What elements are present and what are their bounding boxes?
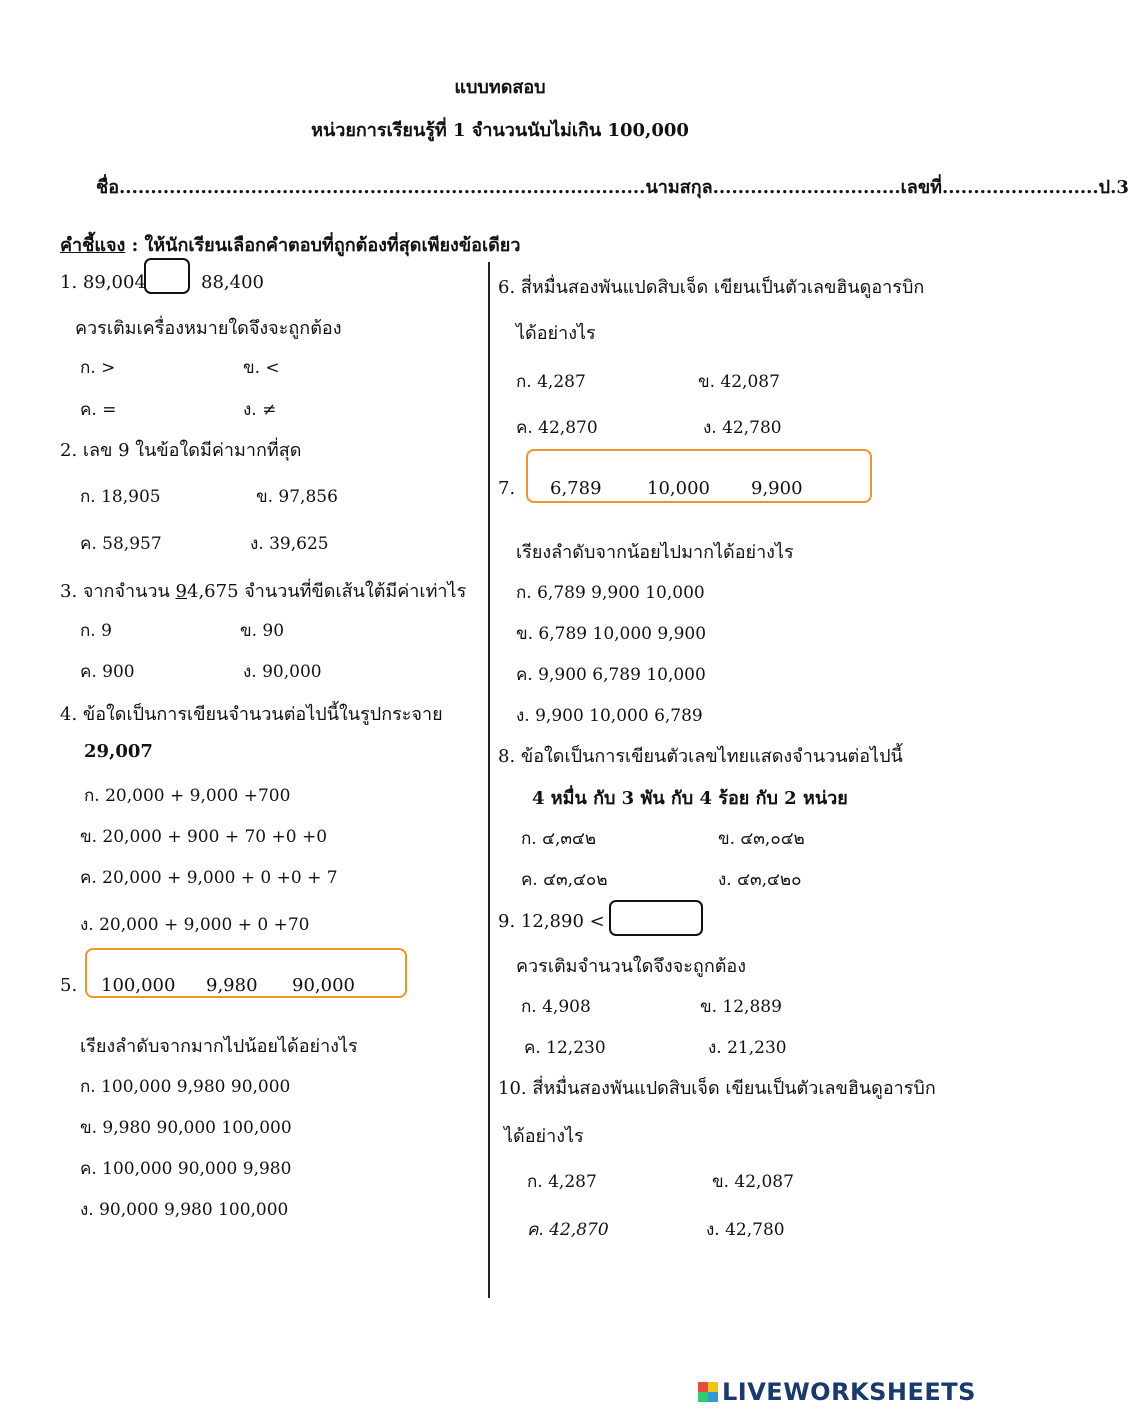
- q7-option-c[interactable]: ค. 9,900 6,789 10,000: [516, 665, 706, 685]
- q5-value-3: 90,000: [292, 975, 355, 996]
- q4-option-c[interactable]: ค. 20,000 + 9,000 + 0 +0 + 7: [80, 868, 338, 888]
- q5-value-2: 9,980: [206, 975, 258, 996]
- q6-text-line1: 6. สี่หมื่นสองพันแปดสิบเจ็ด เขียนเป็นตัวเลขฮินดูอารบิก: [498, 277, 925, 298]
- q7-text: เรียงลำดับจากน้อยไปมากได้อย่างไร: [516, 542, 794, 563]
- q2-text: 2. เลข 9 ในข้อใดมีค่ามากที่สุด: [60, 440, 302, 461]
- q4-option-d[interactable]: ง. 20,000 + 9,000 + 0 +70: [80, 915, 310, 935]
- q2-option-a[interactable]: ก. 18,905: [80, 487, 161, 507]
- q7-option-d[interactable]: ง. 9,900 10,000 6,789: [516, 706, 703, 726]
- q1-answer-box[interactable]: [144, 258, 190, 294]
- surname-blank[interactable]: ..............................: [712, 177, 901, 198]
- q7-option-b[interactable]: ข. 6,789 10,000 9,900: [516, 624, 707, 644]
- q2-option-c[interactable]: ค. 58,957: [80, 534, 162, 554]
- q4-text: 4. ข้อใดเป็นการเขียนจำนวนต่อไปนี้ในรูปกระจาย: [60, 704, 443, 725]
- q5-option-c[interactable]: ค. 100,000 90,000 9,980: [80, 1159, 292, 1179]
- q9-option-a[interactable]: ก. 4,908: [521, 997, 591, 1017]
- instruction-text: : ให้นักเรียนเลือกคำตอบที่ถูกต้องที่สุดเพียงข้อเดียว: [125, 235, 521, 256]
- q10-option-a[interactable]: ก. 4,287: [527, 1172, 597, 1192]
- q10-text-line2: ได้อย่างไร: [504, 1126, 584, 1147]
- q6-option-d[interactable]: ง. 42,780: [703, 418, 782, 438]
- instruction-label: คำชี้แจง: [60, 235, 126, 256]
- instruction: [60, 230, 520, 259]
- q1-option-d[interactable]: ง. ≠: [243, 400, 277, 420]
- q1-number: 1. 89,004: [60, 272, 146, 293]
- q8-option-a[interactable]: ก. ๔,๓๔๒: [521, 829, 597, 849]
- q6-option-c[interactable]: ค. 42,870: [516, 418, 598, 438]
- q8-option-b[interactable]: ข. ๔๓,๐๔๒: [718, 829, 805, 849]
- q3-option-b[interactable]: ข. 90: [240, 621, 285, 641]
- logo-mark-icon: [698, 1382, 718, 1402]
- q6-text-line2: ได้อย่างไร: [516, 323, 596, 344]
- q7-value-2: 10,000: [647, 478, 710, 499]
- q5-option-d[interactable]: ง. 90,000 9,980 100,000: [80, 1200, 289, 1220]
- q8-detail: 4 หมื่น กับ 3 พัน กับ 4 ร้อย กับ 2 หน่วย: [532, 788, 848, 809]
- name-label: ชื่อ: [96, 177, 120, 198]
- q6-option-b[interactable]: ข. 42,087: [698, 372, 780, 392]
- q3-option-c[interactable]: ค. 900: [80, 662, 135, 682]
- q3-option-d[interactable]: ง. 90,000: [243, 662, 322, 682]
- surname-label: นามสกุล: [645, 177, 713, 198]
- q7-option-a[interactable]: ก. 6,789 9,900 10,000: [516, 583, 705, 603]
- q4-option-b[interactable]: ข. 20,000 + 900 + 70 +0 +0: [80, 827, 328, 847]
- q10-option-c[interactable]: ค. 42,870: [527, 1220, 609, 1240]
- q9-text: ควรเติมจำนวนใดจึงจะถูกต้อง: [516, 956, 747, 977]
- liveworksheets-logo: [698, 1378, 976, 1406]
- q9-option-c[interactable]: ค. 12,230: [524, 1038, 606, 1058]
- q2-option-b[interactable]: ข. 97,856: [256, 487, 338, 507]
- q7-value-1: 6,789: [550, 478, 602, 499]
- q1-text: ควรเติมเครื่องหมายใดจึงจะถูกต้อง: [75, 318, 342, 339]
- number-label: เลขที่: [900, 177, 942, 198]
- q7-number: 7.: [498, 478, 516, 499]
- q8-option-d[interactable]: ง. ๔๓,๔๒๐: [718, 870, 802, 890]
- q1-right-value: 88,400: [201, 272, 264, 293]
- name-blank[interactable]: ....................................................................................: [119, 177, 646, 198]
- q9-answer-box[interactable]: [609, 900, 703, 936]
- q3-option-a[interactable]: ก. 9: [80, 621, 112, 641]
- q9-option-d[interactable]: ง. 21,230: [708, 1038, 787, 1058]
- q8-text: 8. ข้อใดเป็นการเขียนตัวเลขไทยแสดงจำนวนต่อไปนี้: [498, 746, 903, 767]
- q4-number: 29,007: [84, 741, 153, 762]
- q5-option-a[interactable]: ก. 100,000 9,980 90,000: [80, 1077, 291, 1097]
- q2-option-d[interactable]: ง. 39,625: [250, 534, 329, 554]
- q3-text: 3. จากจำนวน 94,675 จำนวนที่ขีดเส้นใต้มีค่าเท่าไร: [60, 581, 467, 602]
- q5-text: เรียงลำดับจากมากไปน้อยได้อย่างไร: [80, 1036, 358, 1057]
- q9-option-b[interactable]: ข. 12,889: [700, 997, 782, 1017]
- q10-option-b[interactable]: ข. 42,087: [712, 1172, 794, 1192]
- grade-label: ป.3: [1098, 177, 1129, 198]
- q3-underlined-digit: 9: [175, 581, 187, 602]
- q5-option-b[interactable]: ข. 9,980 90,000 100,000: [80, 1118, 292, 1138]
- page-subtitle: หน่วยการเรียนรู้ที่ 1 จำนวนนับไม่เกิน 100,000: [311, 120, 689, 141]
- student-info-line: [96, 172, 1129, 201]
- logo-text: LIVEWORKSHEETS: [722, 1378, 976, 1406]
- q4-option-a[interactable]: ก. 20,000 + 9,000 +700: [84, 786, 291, 806]
- page-title: แบบทดสอบ: [454, 77, 546, 98]
- q6-option-a[interactable]: ก. 4,287: [516, 372, 586, 392]
- q1-option-c[interactable]: ค. =: [80, 400, 117, 420]
- q8-option-c[interactable]: ค. ๔๓,๔๐๒: [521, 870, 608, 890]
- column-divider: [488, 262, 490, 1298]
- q9-number: 9. 12,890 <: [498, 911, 605, 932]
- q10-option-d[interactable]: ง. 42,780: [706, 1220, 785, 1240]
- q1-option-b[interactable]: ข. <: [243, 358, 280, 378]
- q10-text-line1: 10. สี่หมื่นสองพันแปดสิบเจ็ด เขียนเป็นตัวเลขฮินดูอารบิก: [498, 1078, 936, 1099]
- q7-value-3: 9,900: [751, 478, 803, 499]
- q5-value-1: 100,000: [101, 975, 176, 996]
- number-blank[interactable]: .........................: [942, 177, 1099, 198]
- q5-number: 5.: [60, 975, 78, 996]
- q1-option-a[interactable]: ก. >: [80, 358, 116, 378]
